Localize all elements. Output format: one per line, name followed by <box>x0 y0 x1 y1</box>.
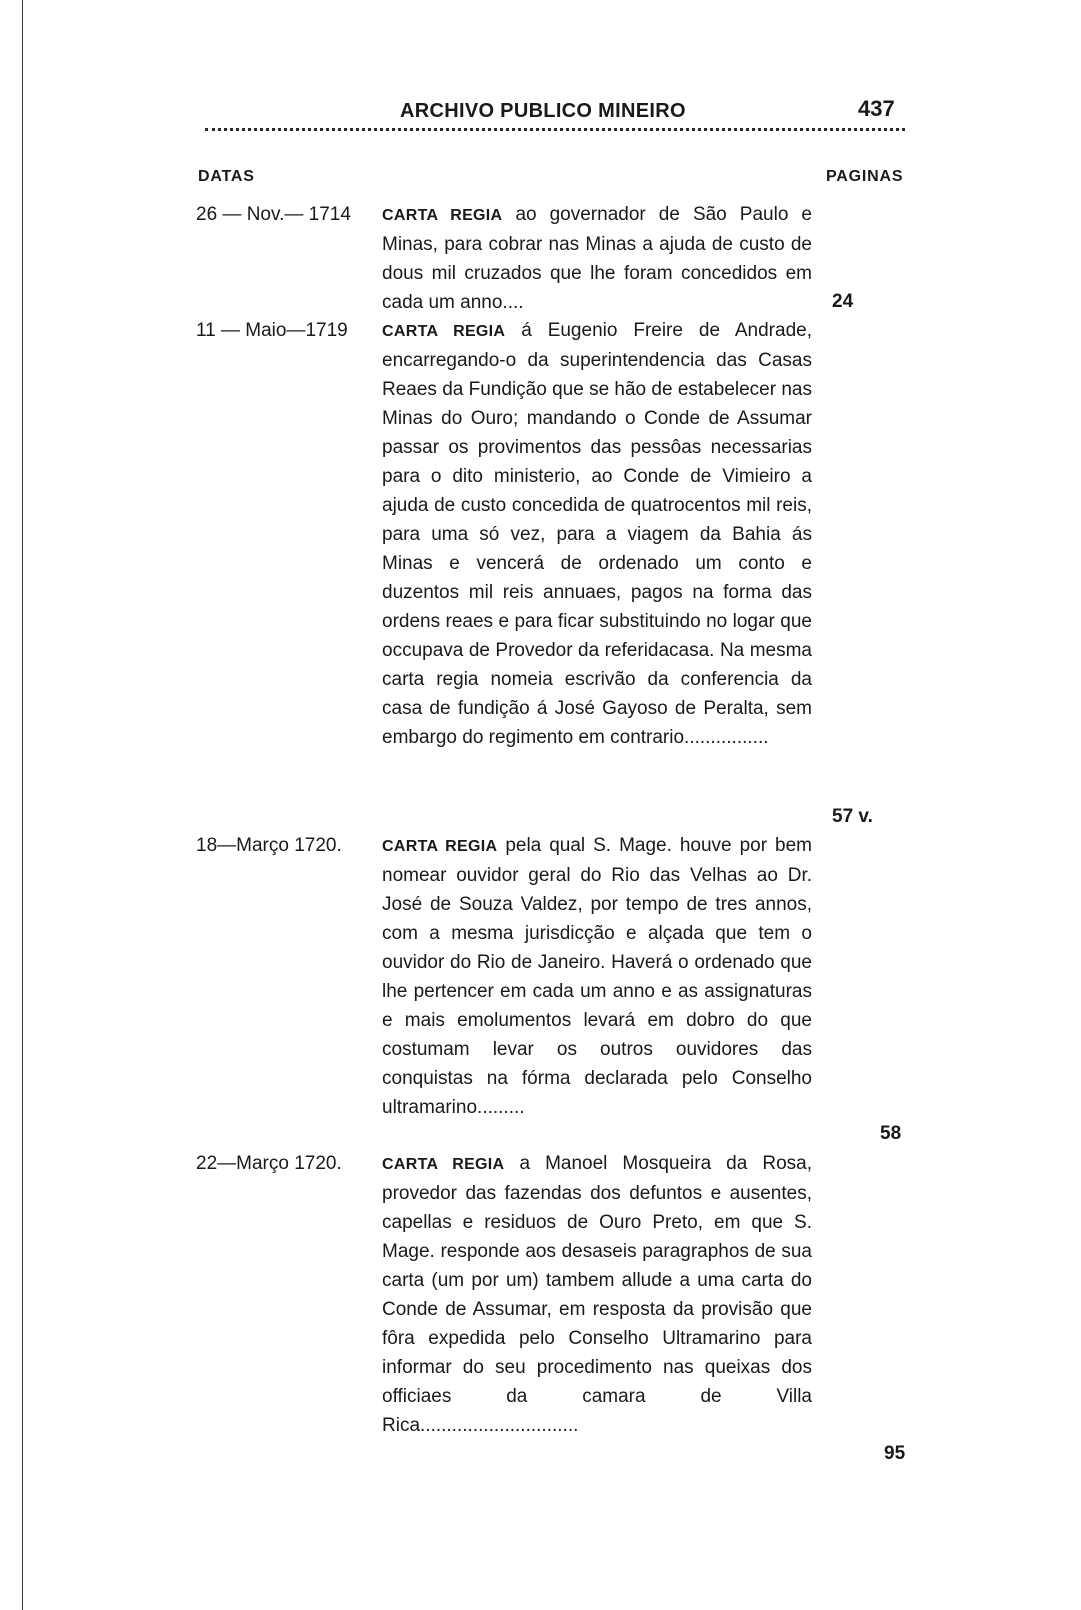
entry-page: 57 v. <box>832 806 873 827</box>
entry-text <box>382 831 812 1122</box>
entry-text <box>382 316 812 752</box>
entry-lead: CARTA REGIA <box>382 1156 505 1173</box>
entry-lead: CARTA REGIA <box>382 838 498 855</box>
entry-date: 26 — Nov.— 1714 <box>196 204 351 225</box>
page-number: 437 <box>858 96 895 121</box>
header-rule <box>205 128 905 131</box>
entry-lead: CARTA REGIA <box>382 207 503 224</box>
pages-column-heading: PAGINAS <box>826 168 904 185</box>
entry-text <box>382 200 812 317</box>
dates-column-heading: DATAS <box>198 168 255 185</box>
entry-page: 24 <box>832 291 854 312</box>
running-title: ARCHIVO PUBLICO MINEIRO <box>400 100 686 122</box>
entry-text <box>382 1149 812 1440</box>
entry-date: 18—Março 1720. <box>196 835 342 856</box>
entry-body: a Manoel Mosqueira da Rosa, provedor das fazendas dos defuntos e ausentes, capellas e residuos de Ouro Preto, em que S. Mage. responde aos desaseis paragraphos de sua carta (um por um) tambem allude a uma carta do Conde de Assumar, em resposta da provisão que fôra expedida pelo Conselho Ultramarino para informar do seu procedimento nas queixas dos officiaes da camara de Villa Rica.............................. <box>382 1153 812 1436</box>
running-head <box>0 96 1081 130</box>
entry-body: á Eugenio Freire de Andrade, encarregando-o da superintendencia das Casas Reaes da Fundição que se hão de estabelecer nas Minas do Ouro; mandando o Conde de Assumar passar os provimentos das pessôas necessarias para o dito ministerio, ao Conde de Vimieiro a ajuda de custo concedida de quatrocentos mil reis, para uma só vez, para a viagem da Bahia ás Minas e vencerá de ordenado um conto e duzentos mil reis annuaes, pagos na forma das ordens reaes e para ficar substituindo no logar que occupava de Provedor da referidacasa. Na mesma carta regia nomeia escrivão da conferencia da casa de fundição á José Gayoso de Peralta, sem embargo do regimento em contrario................ <box>382 320 812 748</box>
entry-body: pela qual S. Mage. houve por bem nomear ouvidor geral do Rio das Velhas ao Dr. José de Souza Valdez, por tempo de tres annos, com a mesma jurisdicção e alçada que tem o ouvidor do Rio de Janeiro. Haverá o ordenado que lhe pertencer em cada um anno e as assignaturas e mais emolumentos levará em dobro do que costumam levar os outros ouvidores das conquistas na fórma declarada pelo Conselho ultramarino......... <box>382 835 812 1118</box>
list-item <box>0 1149 1081 1469</box>
entry-page: 95 <box>884 1443 906 1464</box>
entry-date: 11 — Maio—1719 <box>196 320 348 341</box>
entry-page: 58 <box>880 1123 902 1144</box>
list-item <box>0 831 1081 1149</box>
list-item <box>0 200 1081 316</box>
entry-lead: CARTA REGIA <box>382 323 506 340</box>
list-item <box>0 316 1081 831</box>
entries-list <box>0 200 1081 1469</box>
entry-body: ao governador de São Paulo e Minas, para cobrar nas Minas a ajuda de custo de dous mil cruzados que lhe foram concedidos em cada um anno.... <box>382 204 812 313</box>
entry-date: 22—Março 1720. <box>196 1153 342 1174</box>
